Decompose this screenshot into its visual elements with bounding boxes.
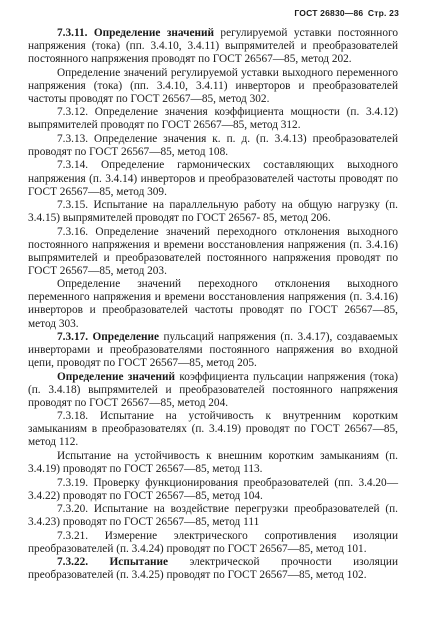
paragraph-text: пульсаций напряжения (п. 3.4.17), создаваемых инверторами и преобразователями постоянного напряжения во входной цепи, проводят по ГОСТ 26567—85, метод 205. (28, 331, 398, 370)
paragraph-7-3-16-b (28, 278, 398, 330)
paragraph-7-3-18 (28, 410, 398, 449)
paragraph-lead: 7.3.11. Определение значений (57, 27, 214, 39)
paragraph-7-3-21 (28, 530, 398, 556)
paragraph-text: 7.3.15. Испытание на параллельную работу на общую нагрузку (п. 3.4.15) выпрямителей проводят по ГОСТ 26567- 85, метод 206. (28, 199, 398, 225)
paragraph-lead: 7.3.17. Определение (57, 331, 160, 344)
paragraph-7-3-11 (28, 27, 398, 66)
paragraph-text: коэффициента пульсации напряжения (тока) (п. 3.4.18) выпрямителей и преобразователей постоянного напряжения проводят по ГОСТ 26567—85, метод 204. (28, 370, 399, 409)
paragraph-text: Испытание на устойчивость к внешним коротким замыканиям (п. 3.4.19) проводят по ГОСТ 26567—85, метод 113. (28, 450, 398, 476)
paragraph-7-3-12 (28, 106, 398, 132)
paragraph-text: 7.3.14. Определение гармонических составляющих выходного напряжения (п. 3.4.14) инверторов и преобразователей частоты проводят по ГОСТ 26567—85, метод 309. (28, 159, 398, 198)
paragraph-7-3-11-b (28, 67, 398, 106)
standard-number: ГОСТ 26830—86 (294, 8, 364, 18)
paragraph-text: регулируемой уставки постоянного напряжения (тока) (пп. 3.4.10, 3.4.11) выпрямителей и преобразователей постоянного напряжения проводят по ГОСТ 26567—85, метод 202. (28, 27, 398, 66)
paragraph-7-3-22 (28, 556, 398, 582)
paragraph-7-3-16 (28, 226, 398, 278)
page-header (294, 8, 399, 18)
paragraph-text: 7.3.13. Определение значения к. п. д. (п. 3.4.13) преобразователей проводят по ГОСТ 26567—85, метод 108. (28, 132, 398, 158)
paragraph-7-3-20 (28, 503, 398, 529)
paragraph-lead: Определение значений (57, 370, 176, 383)
paragraph-text: 7.3.19. Проверку функционирования преобразователей (пп. 3.4.20—3.4.22) проводят по ГОСТ 26567—85, метод 104. (28, 476, 398, 502)
paragraph-text: 7.3.18. Испытание на устойчивость к внутренним коротким замыканиям в преобразователях (п. 3.4.19) проводят по ГОСТ 26567—85, метод 112. (28, 410, 398, 449)
paragraph-text: Определение значений переходного отклонения выходного переменного напряжения и времени восстановления напряжения (п. 3.4.16) инверторов и преобразователей частоты проводят по ГОСТ 26567—85, метод 303. (28, 278, 398, 330)
paragraph-text: Определение значений регулируемой уставки выходного переменного напряжения (тока) (пп. 3.4.10, 3.4.11) инверторов и преобразователей частоты проводят по ГОСТ 26567—85, метод 302. (28, 66, 398, 105)
paragraph-7-3-15 (28, 199, 398, 225)
paragraph-7-3-13 (28, 133, 398, 159)
paragraph-7-3-14 (28, 159, 398, 198)
paragraph-7-3-19 (28, 477, 398, 503)
paragraph-text: электрической прочности изоляции преобразователей (п. 3.4.25) проводят по ГОСТ 26567—85, метод 102. (28, 556, 399, 582)
paragraph-text: 7.3.16. Определение значений переходного отклонения выходного постоянного напряжения и времени восстановления напряжения (п. 3.4.16) выпрямителей и преобразователей постоянного напряжения проводят по ГОСТ 26567—85, метод 203. (28, 225, 398, 277)
paragraph-7-3-18-b (28, 450, 398, 476)
page-number: Стр. 23 (367, 8, 399, 18)
document-body (28, 27, 398, 582)
paragraph-text: 7.3.12. Определение значения коэффициента мощности (п. 3.4.12) выпрямителей проводят по ГОСТ 26567—85, метод 312. (28, 106, 398, 132)
paragraph-7-3-17 (28, 331, 398, 370)
paragraph-lead: 7.3.22. Испытание (57, 556, 169, 569)
paragraph-7-3-17-b (28, 371, 398, 410)
paragraph-text: 7.3.20. Испытание на воздействие перегрузки преобразователей (п. 3.4.23) проводят по ГОСТ 26567—85, метод 111 (28, 503, 398, 529)
paragraph-text: 7.3.21. Измерение электрического сопротивления изоляции преобразователей (п. 3.4.24) проводят по ГОСТ 26567—85, метод 101. (28, 529, 398, 555)
